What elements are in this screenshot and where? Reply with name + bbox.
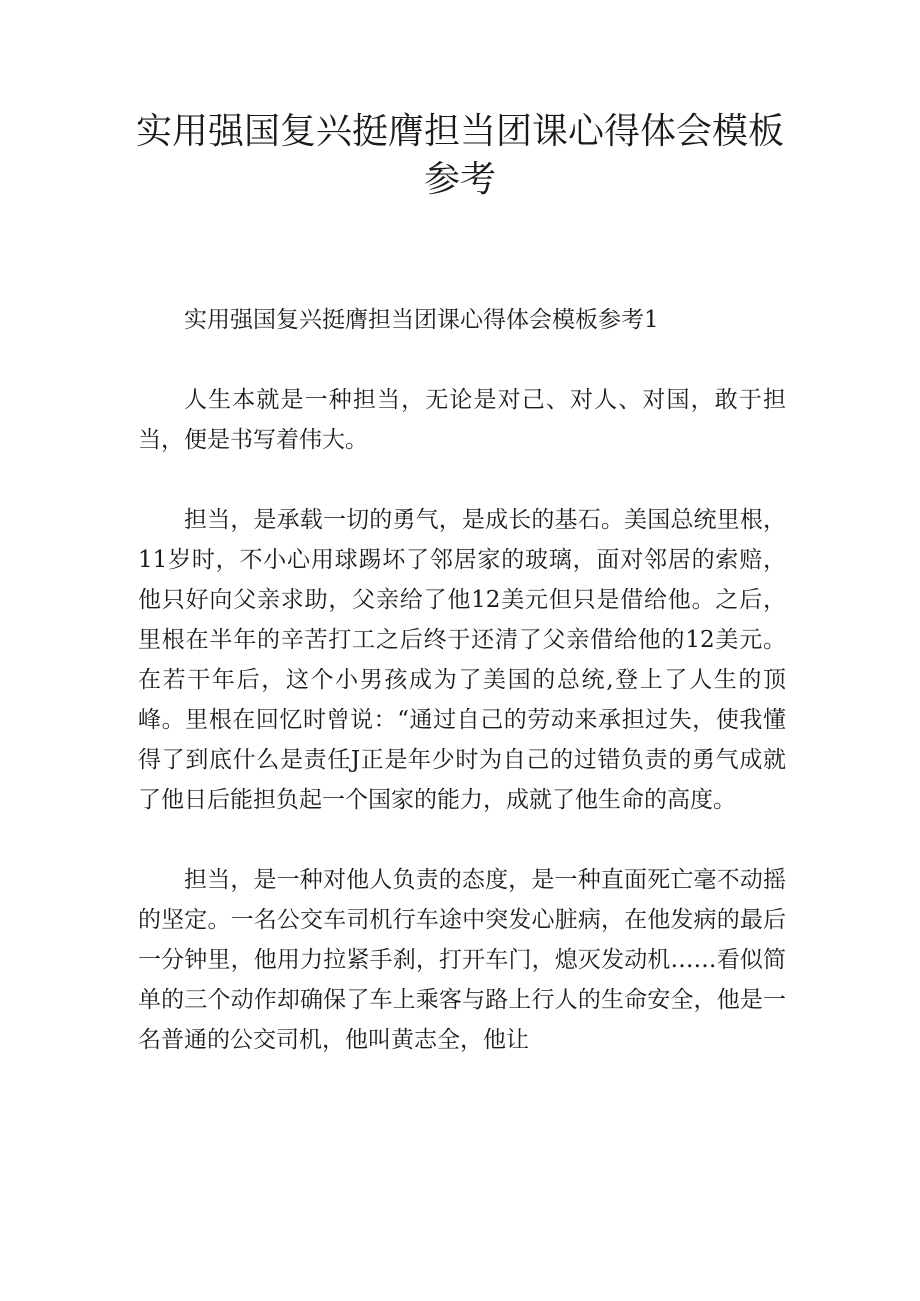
paragraph-2: 担当，是承载一切的勇气，是成长的基石。美国总统里根，11岁时，不小心用球踢坏了邻居家的玻璃，面对邻居的索赔，他只好向父亲求助，父亲给了他12美元但只是借给他。之后，里根在半年的辛苦打工之后终于还清了父亲借给他的12美元。在若干年后，这个小男孩成为了美国的总统,登上了人生的顶峰。里根在回忆时曾说：“通过自己的劳动来承担过失，使我懂得了到底什么是责任J正是年少时为自己的过错负责的勇气成就了他日后能担负起一个国家的能力，成就了他生命的高度。: [138, 507, 786, 813]
document-body: [138, 300, 786, 1060]
paragraph-3: 担当，是一种对他人负责的态度，是一种直面死亡毫不动摇的坚定。一名公交车司机行车途中突发心脏病，在他发病的最后一分钟里，他用力拉紧手刹，打开车门，熄灭发动机……看似简单的三个动作却确保了车上乘客与路上行人的生命安全，他是一名普通的公交司机，他叫黄志全，他让: [138, 867, 786, 1053]
section-subheading: 实用强国复兴挺膺担当团课心得体会模板参考1: [184, 307, 659, 333]
document-title: [120, 108, 800, 204]
document-title-line-1: 实用强国复兴挺膺担当团课心得体会模板: [135, 111, 784, 152]
document-title-line-2: 参考: [423, 159, 496, 200]
paragraph-1: 人生本就是一种担当，无论是对己、对人、对国，敢于担当，便是书写着伟大。: [138, 387, 786, 453]
